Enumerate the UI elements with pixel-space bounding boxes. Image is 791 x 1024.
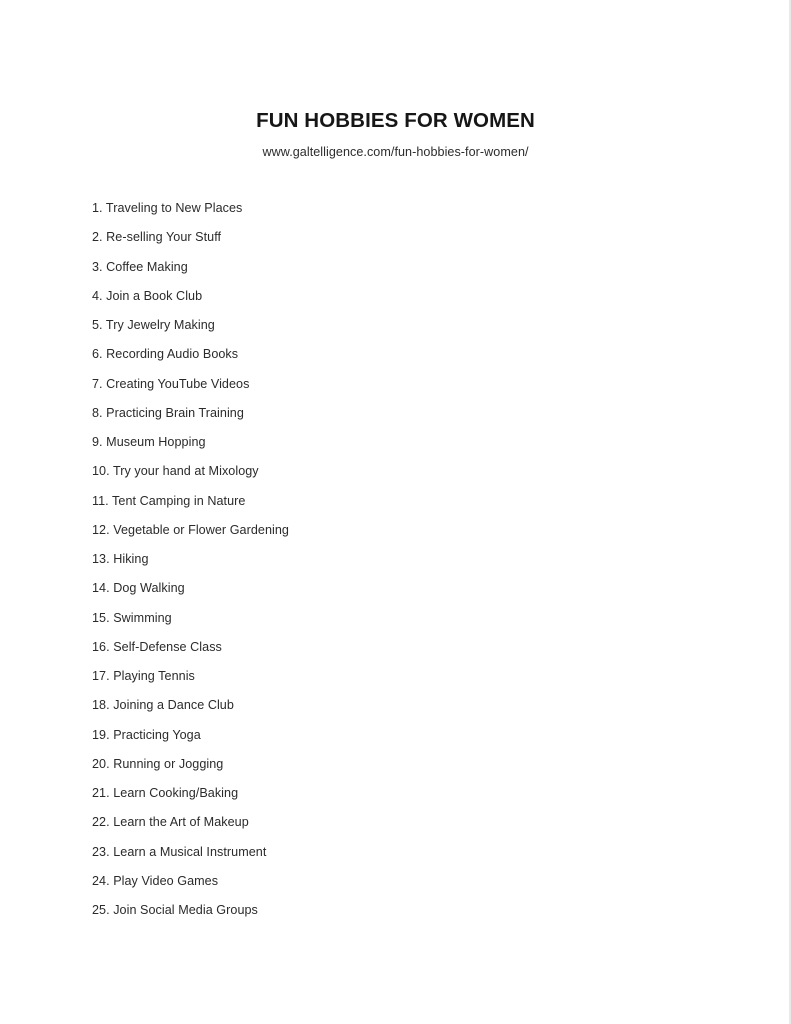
list-item: 23. Learn a Musical Instrument [92,844,267,859]
list-item: 17. Playing Tennis [92,669,195,683]
page-title: FUN HOBBIES FOR WOMEN [256,108,535,132]
list-item: 10. Try your hand at Mixology [92,464,259,479]
list-item: 24. Play Video Games [92,873,219,888]
list-item: 13. Hiking [92,552,149,566]
list-item: 11. Tent Camping in Nature [92,493,246,508]
list-item: 22. Learn the Art of Makeup [92,815,249,830]
list-item: 25. Join Social Media Groups [92,903,258,917]
list-item: 1. Traveling to New Places [92,201,243,215]
list-item: 20. Running or Jogging [92,756,224,771]
list-item: 5. Try Jewelry Making [92,318,215,332]
list-item: 19. Practicing Yoga [92,727,201,742]
list-item: 21. Learn Cooking/Baking [92,786,239,800]
list-item: 12. Vegetable or Flower Gardening [92,522,289,537]
list-item: 8. Practicing Brain Training [92,405,244,420]
list-item: 16. Self-Defense Class [92,639,222,654]
list-item: 15. Swimming [92,610,172,625]
list-item: 4. Join a Book Club [92,288,203,303]
hobby-list [92,201,712,932]
list-item: 9. Museum Hopping [92,435,206,449]
list-item: 14. Dog Walking [92,581,185,596]
list-item: 6. Recording Audio Books [92,347,239,362]
source-url: www.galtelligence.com/fun-hobbies-for-women/ [262,145,529,159]
list-item: 2. Re-selling Your Stuff [92,230,222,245]
list-item: 7. Creating YouTube Videos [92,376,250,391]
list-item: 18. Joining a Dance Club [92,698,234,713]
list-item: 3. Coffee Making [92,259,188,274]
